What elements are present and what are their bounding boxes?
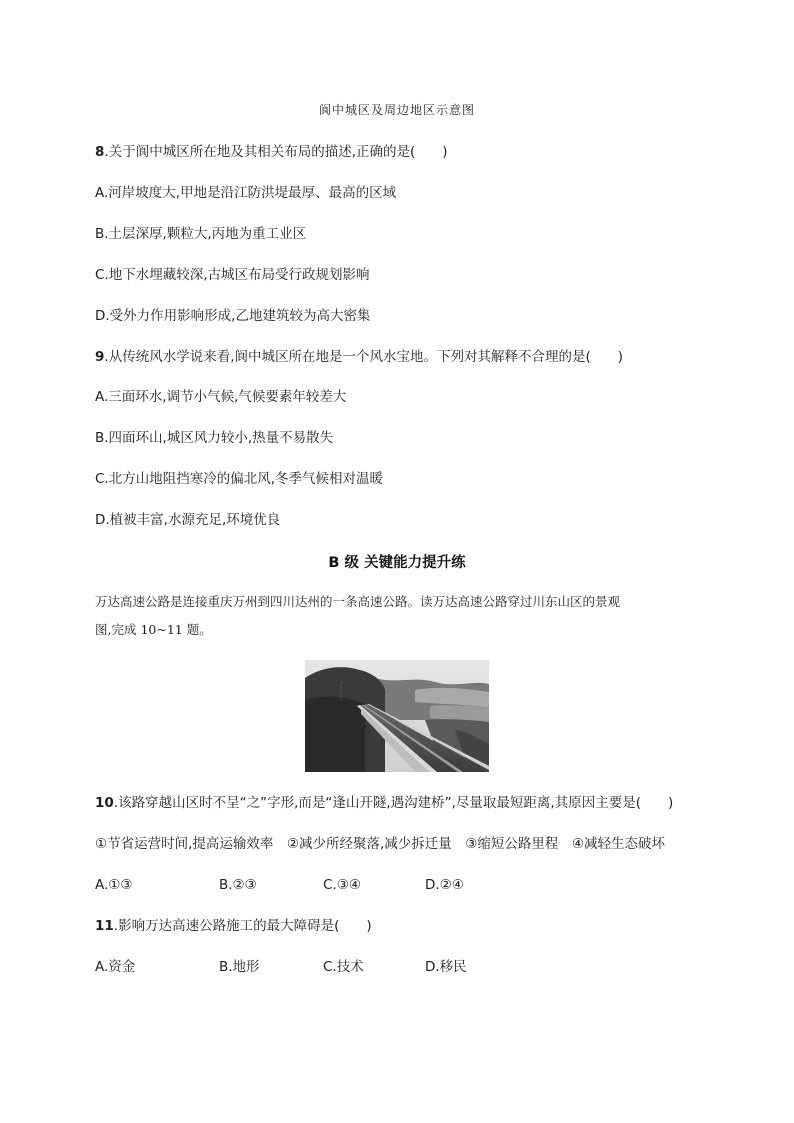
question-8-option-a: A.河岸坡度大,甲地是沿江防洪堤最厚、最高的区域 bbox=[95, 185, 397, 201]
question-8-option-b: B.土层深厚,颗粒大,丙地为重工业区 bbox=[95, 226, 307, 242]
highway-photo bbox=[305, 660, 489, 772]
question-11-option-c: C.技术 bbox=[323, 959, 364, 975]
question-10-text: .该路穿越山区时不呈“之”字形,而是“逢山开隧,遇沟建桥”,尽量取最短距离,其原因主要是( ) bbox=[113, 795, 674, 811]
question-11-option-b: B.地形 bbox=[219, 959, 260, 975]
question-11-text: .影响万达高速公路施工的最大障碍是( ) bbox=[113, 918, 372, 934]
highway-illustration bbox=[305, 660, 489, 772]
section-title: B 级 关键能力提升练 bbox=[328, 555, 466, 571]
question-9-option-b: B.四面环山,城区风力较小,热量不易散失 bbox=[95, 430, 334, 446]
question-11-stem bbox=[95, 917, 372, 935]
question-11-option-d: D.移民 bbox=[425, 959, 467, 975]
question-8-text: .关于阆中城区所在地及其相关布局的描述,正确的是( ) bbox=[104, 144, 448, 160]
question-9-option-d: D.植被丰富,水源充足,环境优良 bbox=[95, 512, 281, 528]
question-11-option-a: A.资金 bbox=[95, 959, 136, 975]
question-10-option-c: C.③④ bbox=[323, 877, 361, 893]
question-8-option-c: C.地下水埋藏较深,古城区布局受行政规划影响 bbox=[95, 267, 370, 283]
question-10-number: 10 bbox=[95, 795, 114, 811]
question-10-statements: ①节省运营时间,提高运输效率 ②减少所经聚落,减少拆迁量 ③缩短公路里程 ④减轻生态破坏 bbox=[95, 836, 665, 852]
question-11-options bbox=[95, 958, 467, 976]
question-9-number: 9 bbox=[95, 349, 105, 365]
question-9-option-a: A.三面环水,调节小气候,气候要素年较差大 bbox=[95, 389, 347, 405]
question-10-option-a: A.①③ bbox=[95, 877, 133, 893]
question-9-text: .从传统风水学说来看,阆中城区所在地是一个风水宝地。下列对其解释不合理的是( ) bbox=[104, 349, 624, 365]
intro-line-2: 图,完成 10~11 题。 bbox=[95, 622, 212, 637]
question-8-option-d: D.受外力作用影响形成,乙地建筑较为高大密集 bbox=[95, 308, 371, 324]
question-10-options bbox=[95, 876, 464, 894]
intro-line-1: 万达高速公路是连接重庆万州到四川达州的一条高速公路。读万达高速公路穿过川东山区的景观 bbox=[95, 594, 621, 609]
question-11-number: 11 bbox=[95, 918, 114, 934]
question-9-stem bbox=[95, 348, 623, 366]
question-9-option-c: C.北方山地阻挡寒冷的偏北风,冬季气候相对温暖 bbox=[95, 471, 384, 487]
figure-caption: 阆中城区及周边地区示意图 bbox=[318, 103, 475, 117]
question-10-option-d: D.②④ bbox=[425, 877, 464, 893]
question-8-stem bbox=[95, 143, 448, 161]
question-8-number: 8 bbox=[95, 144, 105, 160]
question-10-stem bbox=[95, 794, 673, 812]
question-10-option-b: B.②③ bbox=[219, 877, 257, 893]
